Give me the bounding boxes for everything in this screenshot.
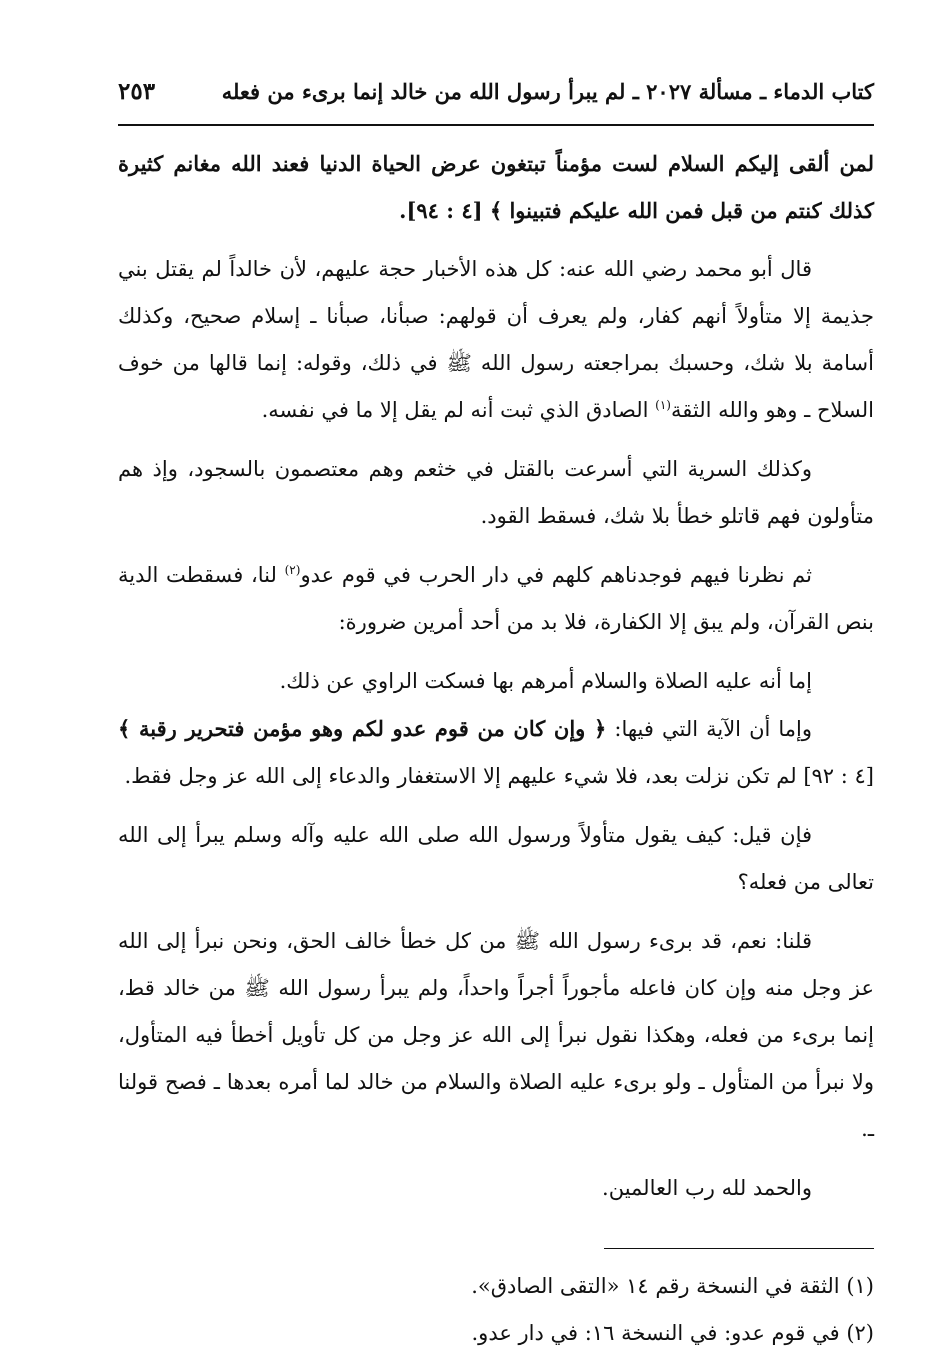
paragraph-text: الصادق الذي ثبت أنه لم يقل إلا ما في نفسه.	[261, 398, 649, 422]
footnote-1: (١) الثقة في النسخة رقم ١٤ «التقى الصادق».	[471, 1274, 874, 1298]
header-rule	[118, 124, 874, 126]
page-number: ٢٥٣	[118, 78, 156, 105]
paragraph-abu-muhammad	[118, 246, 874, 434]
paragraph-reply: قلنا: نعم، قد برىء رسول الله ﷺ من كل خطأ خالف الحق، ونحن نبرأ إلى الله عز وجل منه وإن كان فاعله مأجوراً أجراً واحداً، ولم يبرأ رسول الله ﷺ من خالد قط، إنما برىء من فعله، وهكذا نقول نبرأ إلى الله عز وجل من كل تأويل أخطأ فيه المتأول، ولا نبرأ من المتأول ـ ولو برىء عليه الصلاة والسلام من خالد لما أمره بعدها ـ فصح قولنا ـ.	[118, 929, 874, 1141]
paragraph-text: وإما أن الآية التي فيها:	[614, 717, 812, 741]
footnote-mark-2: (٢)	[284, 563, 301, 577]
paragraph-sariyya: وكذلك السرية التي أسرعت بالقتل في خثعم وهم معتصمون بالسجود، وإذ هم متأولون فهم قاتلو خطأ بلا شك، فسقط القود.	[118, 457, 874, 528]
quran-verse-continuation: لمن ألقى إليكم السلام لست مؤمناً تبتغون عرض الحياة الدنيا فعند الله مغانم كثيرة كذلك كنتم من قبل فمن الله عليكم فتبينوا ﴾ [٤ : ٩٤].	[118, 151, 874, 223]
footnote-2: (٢) في قوم عدو: في النسخة ١٦: في دار عدو.	[471, 1321, 874, 1345]
main-text	[118, 140, 874, 1212]
book-page	[118, 72, 874, 1357]
paragraph-text: [٤ : ٩٢] لم تكن نزلت بعد، فلا شيء عليهم إلا الاستغفار والدعاء إلى الله عز وجل فقط.	[124, 764, 874, 788]
paragraph-text: قال أبو محمد رضي الله عنه: كل هذه الأخبار حجة عليهم، لأن خالداً لم يقتل بني جذيمة إلا متأولاً أنهم كفار، ولم يعرف أن قولهم: صبأنا، صبأنا ـ إسلام صحيح، وكذلك أسامة بلا شك، وحسبك بمراجعته رسول الله ﷺ في ذلك، وقوله: إنما قالها من خوف السلاح ـ وهو والله الثقة	[118, 257, 874, 422]
footnote-rule	[604, 1248, 874, 1249]
footnotes	[118, 1263, 874, 1357]
paragraph-option-two	[118, 705, 874, 800]
quran-verse: ﴿ وإن كان من قوم عدو لكم وهو مؤمن فتحرير رقبة ﴾	[118, 716, 607, 741]
paragraph-text: ثم نظرنا فيهم فوجدناهم كلهم في دار الحرب في قوم عدو	[300, 563, 813, 587]
paragraph-option-one: إما أنه عليه الصلاة والسلام أمرهم بها فسكت الراوي عن ذلك.	[279, 669, 812, 693]
closing-praise: والحمد لله رب العالمين.	[602, 1176, 812, 1200]
header-title: كتاب الدماء ـ مسألة ٢٠٢٧ ـ لم يبرأ رسول الله من خالد إنما برىء من فعله	[221, 79, 874, 104]
paragraph-text: لنا، فسقطت الدية بنص القرآن، ولم يبق إلا الكفارة، فلا بد من أحد أمرين ضرورة:	[118, 563, 874, 634]
running-header	[118, 72, 874, 116]
paragraph-objection: فإن قيل: كيف يقول متأولاً ورسول الله صلى الله عليه وآله وسلم يبرأ إلى الله تعالى من فعله؟	[118, 823, 874, 894]
footnote-mark-1: (١)	[655, 398, 671, 412]
paragraph-nazarna	[118, 552, 874, 646]
